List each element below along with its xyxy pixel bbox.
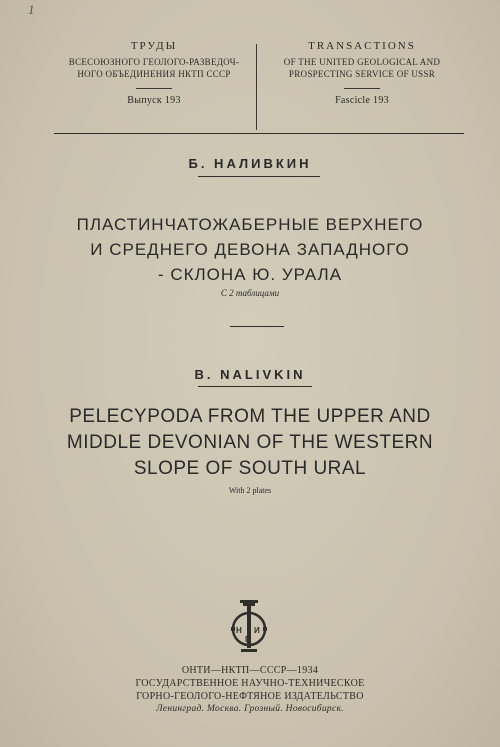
series-line2-ru: НОГО ОБЪЕДИНЕНИЯ НКТП СССР — [77, 69, 231, 79]
author-en: B. NALIVKIN — [194, 367, 306, 382]
header-divider — [256, 44, 257, 130]
title-ru-line2: И СРЕДНЕГО ДЕВОНА ЗАПАДНОГО — [90, 240, 410, 259]
series-rule-en — [344, 88, 380, 89]
series-header-english — [262, 40, 462, 107]
title-ru-line1: ПЛАСТИНЧАТОЖАБЕРНЫЕ ВЕРХНЕГО — [76, 215, 424, 234]
svg-text:Н: Н — [236, 626, 242, 635]
publisher-line1: ГОСУДАРСТВЕННОЕ НАУЧНО-ТЕХНИЧЕСКОЕ — [135, 678, 365, 689]
title-en — [40, 404, 460, 482]
publisher-line2: ГОРНО-ГЕОЛОГО-НЕФТЯНОЕ ИЗДАТЕЛЬСТВО — [136, 691, 364, 702]
title-en-line2: MIDDLE DEVONIAN OF THE WESTERN — [66, 432, 434, 453]
series-header-russian — [54, 40, 254, 107]
title-ru-line3: - СКЛОНА Ю. УРАЛА — [157, 265, 343, 284]
series-title-ru: ТРУДЫ — [130, 40, 178, 52]
publisher-cities: Ленинград. Москва. Грозный. Новосибирск. — [156, 704, 344, 714]
author-en-underline — [198, 386, 312, 387]
series-header — [54, 40, 462, 135]
issue-number-ru: Выпуск 193 — [127, 95, 181, 106]
header-bottom-rule — [54, 133, 464, 134]
series-line2-en: PROSPECTING SERVICE OF USSR — [288, 69, 436, 79]
svg-text:И: И — [254, 626, 260, 635]
publisher-block — [0, 664, 500, 716]
plates-note-en: With 2 plates — [228, 486, 272, 495]
author-ru-underline — [198, 176, 320, 177]
series-line1-ru: ВСЕСОЮЗНОГО ГЕОЛОГО-РАЗВЕДОЧ- — [68, 57, 240, 67]
section-divider — [230, 326, 284, 327]
title-en-line3: SLOPE OF SOUTH URAL — [133, 458, 367, 479]
plates-note-ru: С 2 таблицами — [220, 288, 280, 298]
issue-number-en: Fascicle 193 — [335, 95, 389, 106]
series-rule-ru — [136, 88, 172, 89]
author-ru: Б. НАЛИВКИН — [188, 156, 312, 171]
series-title-en: TRANSACTIONS — [308, 40, 416, 52]
title-en-line1: PELECYPODA FROM THE UPPER AND — [69, 406, 431, 427]
svg-text:Г: Г — [245, 635, 250, 644]
publisher-imprint: ОНТИ—НКТП—СССР—1934 — [181, 665, 319, 676]
series-line1-en: OF THE UNITED GEOLOGICAL AND — [283, 57, 441, 67]
publisher-logo-icon — [226, 598, 272, 654]
corner-handwritten-mark: 1 — [28, 2, 37, 17]
title-ru — [40, 212, 460, 287]
